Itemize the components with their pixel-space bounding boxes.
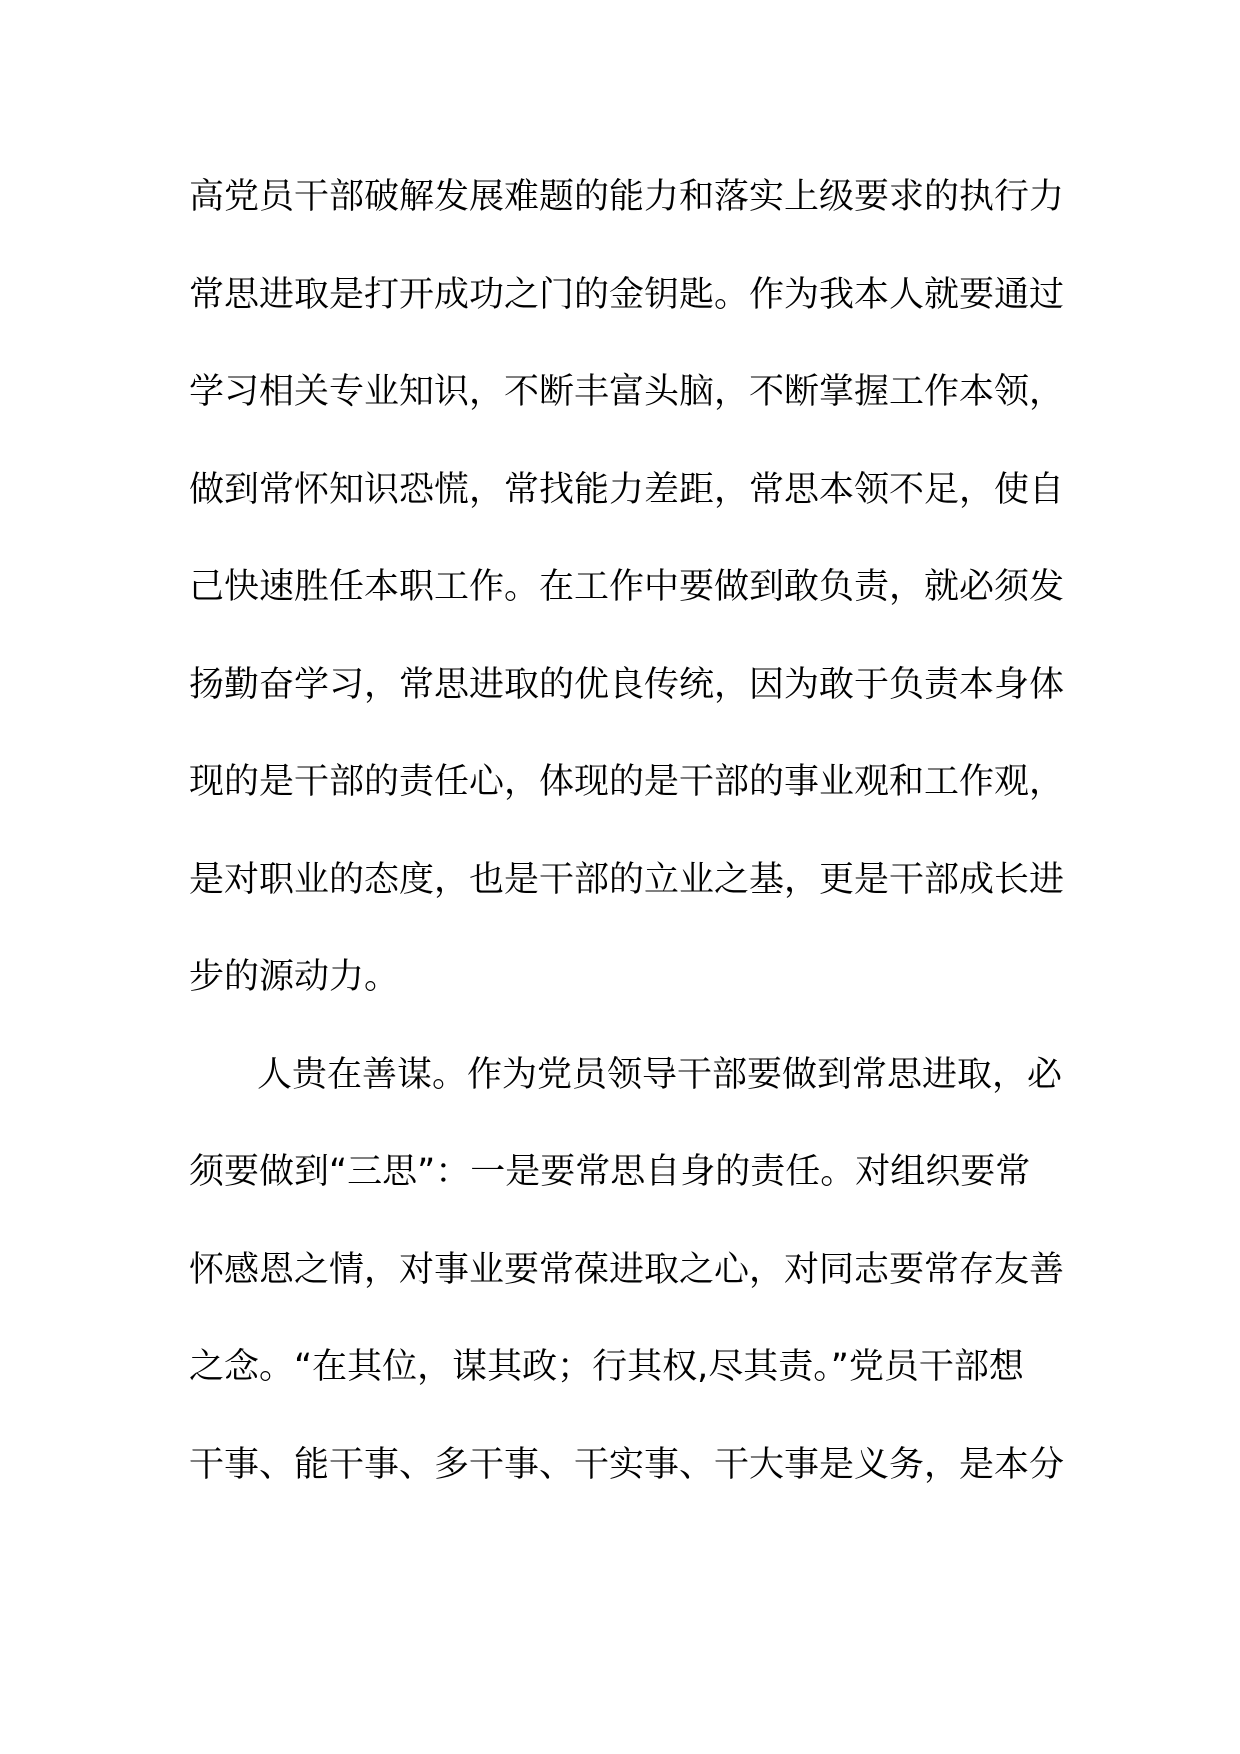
text-line: 现的是干部的责任心，体现的是干部的事业观和工作观， — [189, 762, 1065, 802]
text-line: 扬勤奋学习，常思进取的优良传统，因为敢于负责本身体 — [189, 664, 1065, 705]
text-line: 怀感恩之情，对事业要常葆进取之心，对同志要常存友善 — [189, 1249, 1065, 1290]
text-line: 之念。“在其位，谋其政；行其权,尽其责。”党员干部想 — [189, 1347, 1024, 1387]
paragraph-start-line: 人贵在善谋。作为党员领导干部要做到常思进取，必 — [257, 1054, 1063, 1095]
text-line: 步的源动力。 — [189, 957, 400, 997]
text-line: 做到常怀知识恐慌，常找能力差距，常思本领不足，使自 — [189, 469, 1065, 510]
text-line: 学习相关专业知识，不断丰富头脑，不断掌握工作本领， — [189, 372, 1065, 412]
text-line: 高党员干部破解发展难题的能力和落实上级要求的执行力 — [189, 177, 1065, 217]
text-line: 己快速胜任本职工作。在工作中要做到敢负责，就必须发 — [189, 567, 1065, 607]
text-line: 须要做到“三思”：一是要常思自身的责任。对组织要常 — [189, 1152, 1031, 1192]
text-line: 干事、能干事、多干事、干实事、干大事是义务，是本分 — [189, 1444, 1065, 1485]
body-text — [189, 172, 1065, 1537]
text-line: 是对职业的态度，也是干部的立业之基，更是干部成长进 — [189, 859, 1065, 900]
text-line: 常思进取是打开成功之门的金钥匙。作为我本人就要通过 — [189, 274, 1065, 315]
